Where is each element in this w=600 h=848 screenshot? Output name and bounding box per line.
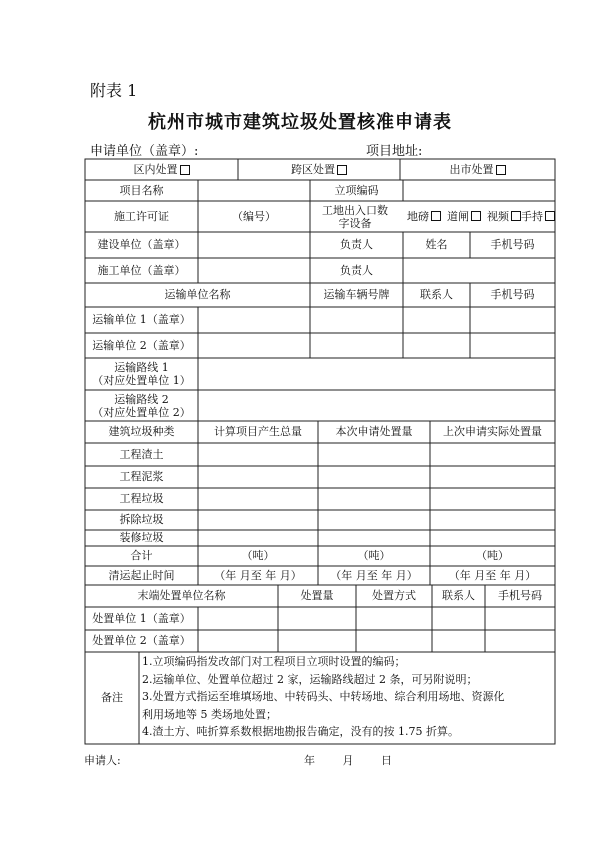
total-unit-current: （吨） xyxy=(357,549,391,562)
signature-date xyxy=(304,752,415,768)
route-1-label: 运输路线 1 （对应处置单位 1） xyxy=(92,361,191,387)
project-address-label: 项目地址: xyxy=(366,144,423,159)
disposal-unit-1-label: 处置单位 1（盖章） xyxy=(92,611,191,625)
transport-unit-name-header: 运输单位名称 xyxy=(164,288,231,301)
note-line: 2.运输单位、处置单位超过 2 家，运输路线超过 2 条，可另附说明； xyxy=(142,672,478,686)
note-line: 3.处置方式指运至堆填场地、中转码头、中转场地、综合利用场地、资源化 xyxy=(142,690,505,703)
period-previous: （年 月至 年 月） xyxy=(448,568,537,582)
constructor-unit-label: 施工单位（盖章） xyxy=(97,263,186,277)
disposal-contact-header: 联系人 xyxy=(442,589,475,602)
builder-responsible-label: 负责人 xyxy=(340,238,373,251)
route-2-label: 运输路线 2 （对应处置单位 2） xyxy=(92,392,191,419)
current-amount-header: 本次申请处置量 xyxy=(335,425,413,438)
disposal-amount-header: 处置量 xyxy=(300,589,334,602)
transport-phone-header: 手机号码 xyxy=(490,288,535,301)
permit-number-label: （编号） xyxy=(232,209,276,223)
total-unit-previous: （吨） xyxy=(476,549,509,562)
device-option-video[interactable]: 视频 xyxy=(487,209,521,224)
builder-name-label: 姓名 xyxy=(425,238,448,251)
checkbox-icon[interactable] xyxy=(337,165,347,175)
disposal-unit-name-header: 末端处置单位名称 xyxy=(137,589,226,602)
note-line: 利用场地等 5 类场地处置； xyxy=(142,707,277,721)
waste-type-row: 拆除垃圾 xyxy=(119,513,164,526)
transport-unit-1-label: 运输单位 1（盖章） xyxy=(92,313,191,326)
previous-amount-header: 上次申请实际处置量 xyxy=(443,425,542,438)
device-option-handheld[interactable]: 手持 xyxy=(521,209,555,224)
device-options xyxy=(403,201,555,232)
checkbox-icon[interactable] xyxy=(180,165,190,175)
permit-label: 施工许可证 xyxy=(114,209,169,223)
vehicle-plate-header: 运输车辆号牌 xyxy=(323,288,390,301)
notes-label: 备注 xyxy=(101,691,123,704)
constructor-responsible-label: 负责人 xyxy=(340,263,373,277)
waste-type-row: 工程垃圾 xyxy=(119,492,164,505)
total-unit-project: （吨） xyxy=(241,549,275,562)
device-option-gate[interactable]: 道闸 xyxy=(447,209,481,224)
notes-content xyxy=(142,653,554,741)
appendix-label: 附表 1 xyxy=(90,81,138,100)
checkbox-icon[interactable] xyxy=(431,211,441,221)
note-line: 1.立项编码指发改部门对工程项目立项时设置的编码； xyxy=(142,655,406,668)
approval-code-label: 立项编码 xyxy=(334,183,379,197)
disposal-method-header: 处置方式 xyxy=(372,589,416,602)
note-line: 4.渣土方、吨折算系数根据地勘报告确定，没有的按 1.75 折算。 xyxy=(142,725,459,738)
project-total-header: 计算项目产生总量 xyxy=(214,425,302,438)
waste-type-header: 建筑垃圾种类 xyxy=(108,425,175,438)
checkbox-icon[interactable] xyxy=(471,211,481,221)
checkbox-icon[interactable] xyxy=(511,211,521,221)
transport-contact-header: 联系人 xyxy=(420,288,453,301)
date-year-label: 年 xyxy=(304,754,316,767)
period-project: （年 月至 年 月） xyxy=(214,568,302,582)
total-label: 合计 xyxy=(130,549,153,562)
period-current: （年 月至 年 月） xyxy=(330,568,418,582)
device-option-scale[interactable]: 地磅 xyxy=(407,209,441,224)
disposal-phone-header: 手机号码 xyxy=(498,589,542,602)
applicant-signature-label: 申请人: xyxy=(84,754,121,767)
waste-type-row: 工程泥浆 xyxy=(119,470,164,483)
date-month-label: 月 xyxy=(342,754,355,767)
waste-type-row: 工程渣土 xyxy=(119,447,164,461)
disposal-type-in-district[interactable]: 区内处置 xyxy=(85,159,238,180)
period-label: 清运起止时间 xyxy=(108,568,175,582)
waste-type-row: 装修垃圾 xyxy=(119,531,164,544)
checkbox-icon[interactable] xyxy=(496,165,506,175)
builder-phone-label: 手机号码 xyxy=(490,238,535,251)
form-title: 杭州市城市建筑垃圾处置核准申请表 xyxy=(148,112,452,133)
project-name-label: 项目名称 xyxy=(119,183,164,197)
disposal-unit-2-label: 处置单位 2（盖章） xyxy=(92,634,191,647)
applicant-unit-label: 申请单位（盖章）: xyxy=(90,144,199,159)
transport-unit-2-label: 运输单位 2（盖章） xyxy=(92,338,191,352)
disposal-type-out-of-city[interactable]: 出市处置 xyxy=(400,159,555,180)
date-day-label: 日 xyxy=(381,754,393,767)
checkbox-icon[interactable] xyxy=(545,211,555,221)
site-device-label: 工地出入口数字设备 xyxy=(322,203,388,230)
builder-unit-label: 建设单位（盖章） xyxy=(97,238,186,251)
disposal-type-cross-district[interactable]: 跨区处置 xyxy=(238,159,400,180)
